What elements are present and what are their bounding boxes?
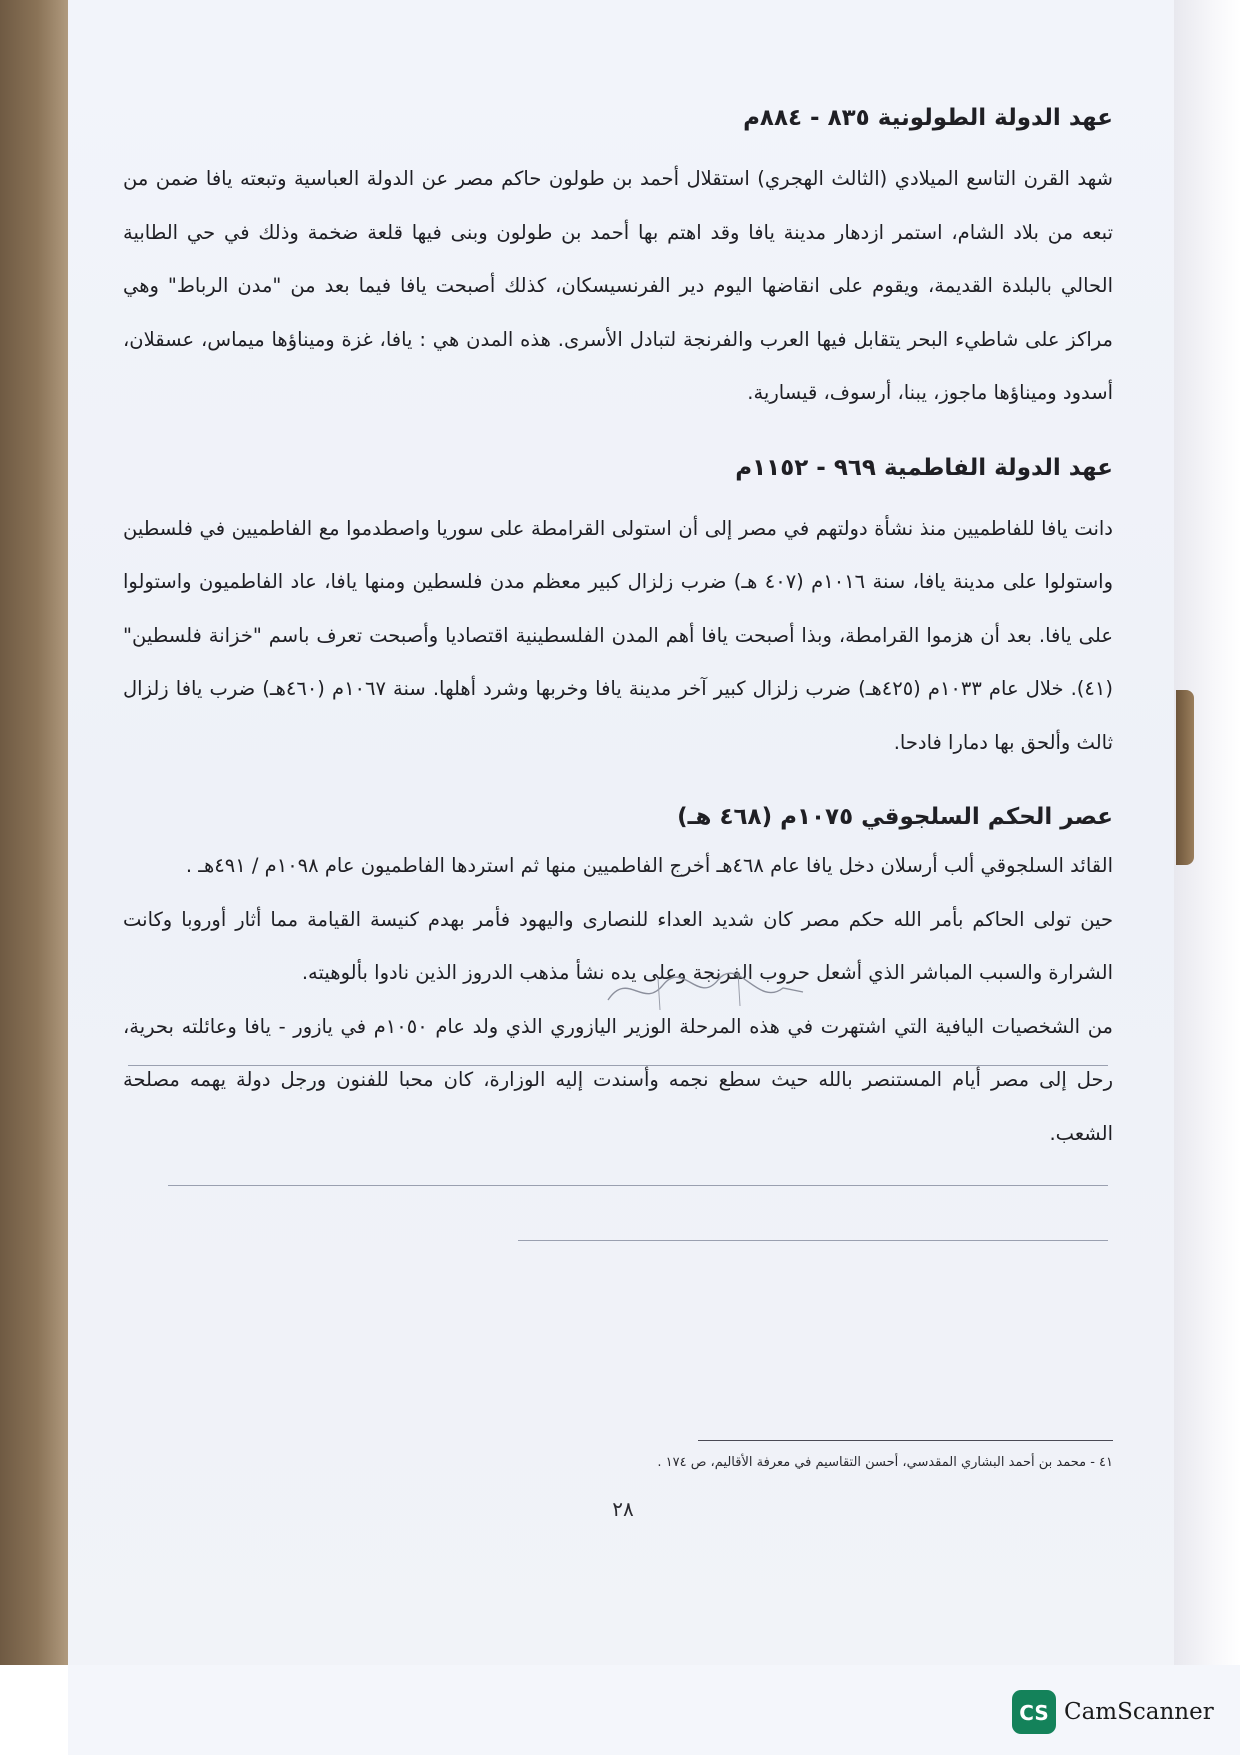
camscanner-watermark [1012,1688,1240,1736]
paragraph-seljuk-2: حين تولى الحاكم بأمر الله حكم مصر كان شديد العداء للنصارى واليهود فأمر بهدم كنيسة القيامة مما أثار أوروبا وكانت الشرارة والسبب المباشر الذي أشعل حروب الفرنجة وعلى يده نشأ مذهب الدروز الذين نادوا بألوهيته. [123,907,1113,984]
pencil-underline [128,1065,1108,1066]
section-heading-tulunid: عهد الدولة الطولونية ٨٣٥ - ٨٨٤م [743,105,1113,131]
camscanner-wordmark: CamScanner [1064,1699,1214,1725]
svg-text:CS: CS [1019,1701,1049,1725]
book-page [68,0,1174,1665]
handwritten-margin-note-icon [598,960,818,1020]
cs-mark-icon [1017,1697,1051,1727]
camscanner-logo-icon [1012,1690,1056,1734]
scan-margin [0,1665,68,1755]
pencil-underline [518,1240,1108,1241]
paragraph-seljuk-3: من الشخصيات اليافية التي اشتهرت في هذه المرحلة الوزير اليازوري الذي ولد عام ١٠٥٠م في يازور - يافا وعائلته بحرية، رحل إلى مصر أيام المستنصر بالله حيث سطع نجمه وأسندت إليه الوزارة، كان محبا للفنون ورجل دولة يهمه مصلحة الشعب. [123,1014,1113,1145]
page-number: ٢٨ [612,1497,634,1521]
footnote: ٤١ - محمد بن أحمد البشاري المقدسي، أحسن التقاسيم في معرفة الأقاليم، ص ١٧٤ . [657,1455,1113,1470]
bookmark-tab [1176,690,1194,865]
book-spine-shadow [0,0,68,1665]
footnote-divider [698,1440,1113,1441]
paragraph-seljuk-1: القائد السلجوقي ألب أرسلان دخل يافا عام ٤٦٨هـ أخرج الفاطميين منها ثم استردها الفاطميون عام ١٠٩٨م / ٤٩١هـ . [185,854,1113,877]
section-heading-fatimid: عهد الدولة الفاطمية ٩٦٩ - ١١٥٢م [735,454,1113,481]
section-heading-seljuk: عصر الحكم السلجوقي ١٠٧٥م (٤٦٨ هـ) [677,804,1113,830]
pencil-underline [168,1185,1108,1186]
paragraph-tulunid: شهد القرن التاسع الميلادي (الثالث الهجري) استقلال أحمد بن طولون حاكم مصر عن الدولة العباسية وتبعته يافا ضمن من تبعه من بلاد الشام، استمر ازدهار مدينة يافا وقد اهتم بها أحمد بن طولون وبنى فيها قلعة ضخمة وذلك في حي الطابية الحالي بالبلدة القديمة، ويقوم على انقاضها اليوم دير الفرنسيسكان، كذلك أصبحت يافا فيما بعد من "مدن الرباط" وهي مراكز على شاطيء البحر يتقابل فيها العرب والفرنجة لتبادل الأسرى. هذه المدن هي : يافا، غزة وميناؤها ميماس، عسقلان، أسدود وميناؤها ماجوز، يبنا، أرسوف، قيسارية. [123,167,1113,404]
paragraph-fatimid: دانت يافا للفاطميين منذ نشأة دولتهم في مصر إلى أن استولى القرامطة على سوريا واصطدموا مع الفاطميين في فلسطين واستولوا على مدينة يافا، سنة ١٠١٦م (٤٠٧ هـ) ضرب زلزال كبير معظم مدن فلسطين ومنها يافا، عاد الفاطميون واستولوا على يافا. بعد أن هزموا القرامطة، وبذا أصبحت يافا أهم المدن الفلسطينية اقتصاديا وأصبحت تعرف باسم "خزانة فلسطين" (٤١). خلال عام ١٠٣٣م (٤٢٥هـ) ضرب زلزال كبير آخر مدينة يافا وخربها وشرد أهلها. سنة ١٠٦٧م (٤٦٠هـ) ضرب يافا زلزال ثالث وألحق بها دمارا فادحا. [123,516,1113,754]
